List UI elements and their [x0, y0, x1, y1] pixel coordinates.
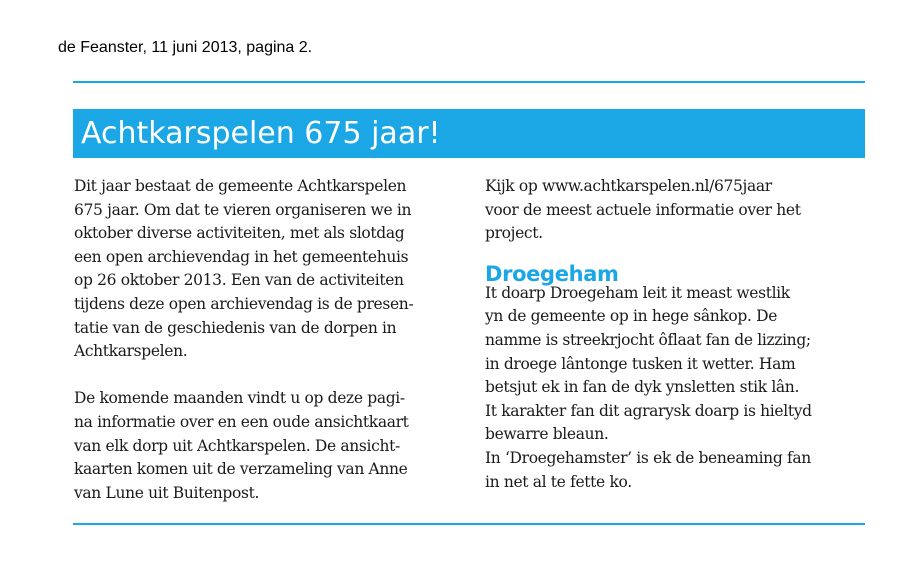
section-heading: Droegeham	[485, 261, 619, 286]
top-divider	[73, 81, 865, 83]
text-line: Dit jaar bestaat de gemeente Achtkarspelen	[74, 177, 407, 195]
droegeham-paragraph	[485, 282, 865, 494]
text-line: bewarre bleaun.	[485, 425, 609, 444]
text-line: namme is streekrjocht ôflaat fan de lizzing;	[485, 330, 811, 349]
left-column	[74, 175, 466, 505]
text-line: van Lune uit Buitenpost.	[74, 483, 260, 502]
text-line: oktober diverse activiteiten, met als slotdag	[74, 224, 405, 243]
title-banner	[73, 109, 865, 158]
text-line: It doarp Droegeham leit it meast westlik	[485, 283, 790, 302]
text-line: in droege lântonge tusken it wetter. Ham	[485, 354, 796, 373]
paragraph-spacer	[485, 246, 865, 258]
intro-paragraph	[74, 175, 466, 364]
source-line: de Feanster, 11 juni 2013, pagina 2.	[58, 39, 313, 56]
bottom-divider	[73, 523, 865, 525]
text-line: in net al te fette ko.	[485, 472, 632, 491]
article-title: Achtkarspelen 675 jaar!	[81, 116, 441, 151]
text-line: na informatie over en een oude ansichtkaart	[74, 412, 409, 431]
right-column	[485, 175, 865, 494]
text-line: tatie van de geschiedenis van de dorpen in	[74, 318, 397, 337]
text-line: De komende maanden vindt u op deze pagi-	[74, 389, 405, 408]
text-line: project.	[485, 224, 543, 243]
text-line: een open archievendag in het gemeentehuis	[74, 247, 409, 266]
text-line: op 26 oktober 2013. Een van de activiteiten	[74, 271, 404, 290]
text-line: 675 jaar. Om dat te vieren organiseren we in	[74, 200, 412, 219]
text-line: Kijk op www.achtkarspelen.nl/675jaar	[485, 177, 772, 195]
website-paragraph	[485, 175, 865, 246]
text-line: It karakter fan dit agrarysk doarp is hieltyd	[485, 401, 812, 420]
text-line: Achtkarspelen.	[74, 342, 188, 361]
text-line: tijdens deze open archievendag is de presen-	[74, 294, 414, 313]
text-line: kaarten komen uit de verzameling van Anne	[74, 460, 408, 479]
text-line: In ‘Droegehamster’ is ek de beneaming fan	[485, 448, 811, 467]
postcard-paragraph	[74, 387, 466, 505]
text-line: betsjut ek in fan de dyk ynsletten stik lân.	[485, 378, 800, 397]
text-line: van elk dorp uit Achtkarspelen. De ansicht-	[74, 436, 400, 455]
text-line: voor de meest actuele informatie over het	[485, 200, 801, 219]
paragraph-spacer	[74, 364, 466, 388]
text-line: yn de gemeente op in hege sânkop. De	[485, 307, 778, 326]
